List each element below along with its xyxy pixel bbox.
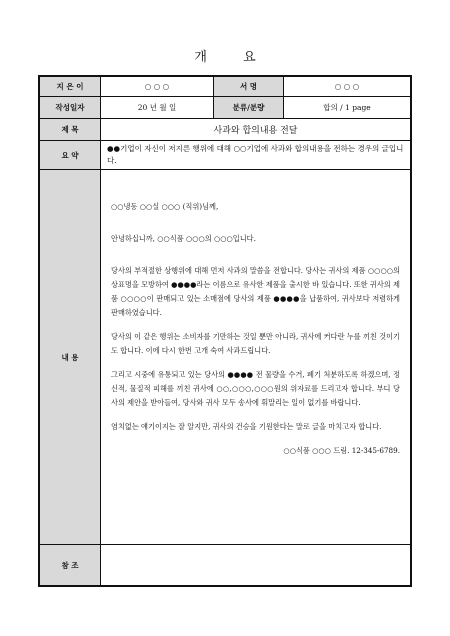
recipient-label: 서 명 [213,77,283,96]
category-label: 분류/분량 [213,97,283,118]
subject-value: 사과와 합의내용 전달 [100,119,410,140]
row-content [40,170,410,545]
row-summary [40,141,410,170]
summary-value [100,141,410,169]
content-paragraph-proposal: 그리고 시중에 유통되고 있는 당사의 ●●●● 전 물량을 수거, 폐기 처분하도록 하겠으며, 정신적, 물질적 피해를 끼친 귀사에 ○○,○○○,○○○원의 위자료를 드리고자 합니다. 부디 당사의 제안을 받아들여, 당사와 귀사 모두 송사에 휘말리는 일이 없기를 바랍니다. [111,370,400,407]
row-subject [40,119,410,141]
reference-label: 참 조 [40,545,100,585]
subject-label: 제 목 [40,119,100,140]
content-paragraph-apology: 당사의 부적절한 상행위에 대해 먼저 사과의 말씀을 전합니다. 당사는 귀사의 제품 ○○○○의 상표명을 모방하여 ●●●●라는 이름으로 유사한 제품을 출시한 바 있습니다. 또한 귀사의 제품 ○○○○이 판매되고 있는 소매점에 당사의 제품 ●●●●을 납품하여, 귀사보다 저렴하게 판매하였습니다. [111,266,400,317]
row-author [40,77,410,97]
author-value: ○ ○ ○ [100,77,213,96]
content-paragraph-salutation: ○○냉동 ○○실 ○○○ (직위)님께, [111,202,219,211]
reference-value [100,545,410,585]
date-value: 20 년 월 일 [100,97,213,118]
content-paragraph-greeting: 안녕하십니까, ○○식품 ○○○의 ○○○입니다. [111,234,256,243]
recipient-value: ○ ○ ○ [283,77,410,96]
category-value: 합의 / 1 page [283,97,410,118]
content-label: 내 용 [40,170,100,544]
content-signature: ○○식품 ○○○ 드림. 12-345-6789. [283,446,400,455]
summary-label: 요 약 [40,141,100,169]
content-paragraph-closing: 염치없는 얘기이지는 잘 알지만, 귀사의 건승을 기원한다는 말로 글을 마치고자 합니다. [111,422,382,431]
document-title: 개 요 [194,50,272,65]
content-body [100,170,410,544]
summary-text: ●●기업이 자신이 저지른 행위에 대해 ○○기업에 사과와 합의내용을 전하는 경우의 글입니다. [107,144,404,165]
row-date [40,97,410,119]
form-table [38,75,412,587]
content-paragraph-acknowledgement: 당사의 이 같은 행위는 소비자를 기만하는 것일 뿐만 아니라, 귀사에 커다란 누를 끼친 것이기도 합니다. 이에 다시 한번 고개 숙여 사과드립니다. [111,332,400,355]
author-label: 지 은 이 [40,77,100,96]
date-label: 작성일자 [40,97,100,118]
row-reference [40,545,410,585]
